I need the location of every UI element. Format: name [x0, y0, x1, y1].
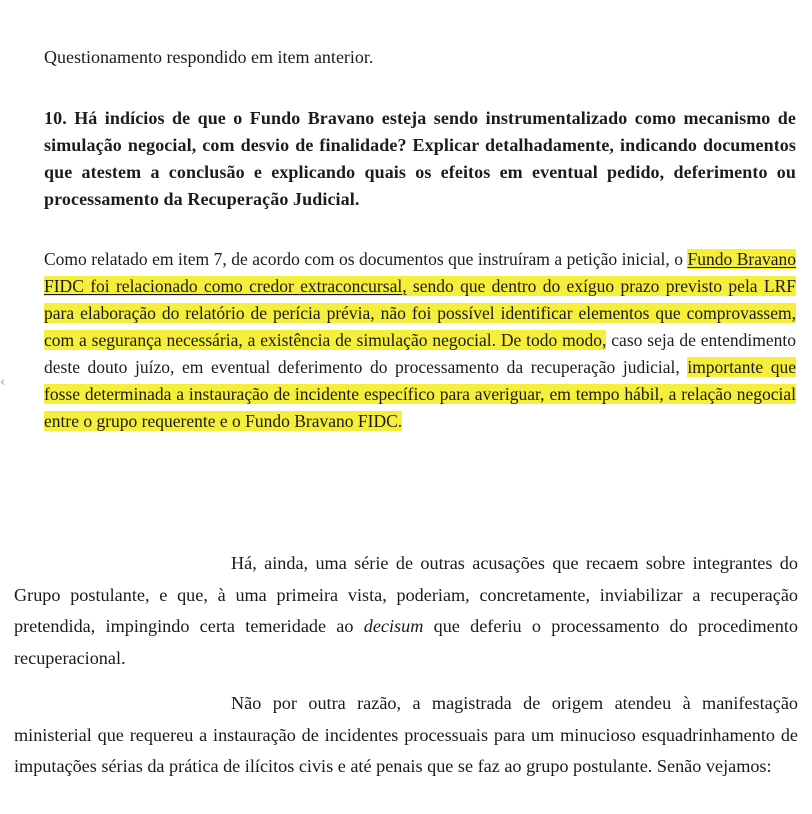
p1-italic-term: decisum: [363, 616, 424, 636]
answer-underlined-highlight: Fundo Bravano FIDC foi relacionado como credor extraconcursal,: [44, 249, 797, 296]
quoted-question-10: [44, 105, 796, 213]
p1-text-before: Há, ainda, uma série de outras acusações que recaem sobre integrantes do Grupo postulante, e que, à uma primeira vista, poderiam, concretamente, inviabilizar a recuperação pretendida, impingindo certa temeridade ao: [14, 553, 798, 636]
p2-text: Não por outra razão, a magistrada de origem atendeu à manifestação ministerial que requereu a instauração de incidentes processuais para um minucioso esquadrinhamento de imputações sérias da prática de ilícitos civis e até penais que se faz ao grupo postulante. Senão vejamos:: [14, 693, 798, 776]
answer-highlight-2: De todo modo,: [496, 330, 607, 350]
chevron-left-icon[interactable]: ‹: [0, 375, 6, 390]
body-paragraph-2: [14, 688, 798, 783]
quoted-intro-line: [44, 44, 796, 71]
intro-text: Questionamento respondido em item anterior.: [44, 47, 374, 67]
question-text: 10. Há indícios de que o Fundo Bravano esteja sendo instrumentalizado como mecanismo de simulação negocial, com desvio de finalidade? Explicar detalhadamente, indicando documentos que atestem a conclusão e explicando quais os efeitos em eventual pedido, deferimento ou processamento da Recuperação Judicial.: [44, 108, 796, 209]
p1-text-after: que deferiu o processamento do procedimento recuperacional.: [14, 616, 798, 668]
answer-highlight-3: importante que fosse determinada a instauração de incidente específico para averiguar, em tempo hábil, a relação negocial entre o grupo requerente e o Fundo Bravano FIDC.: [44, 357, 797, 431]
quoted-answer-paragraph: [44, 246, 796, 435]
answer-text-middle: caso seja de entendimento deste douto juízo, em eventual deferimento do processamento da recuperação judicial,: [44, 330, 796, 377]
answer-highlight-1: sendo que dentro do exíguo prazo previsto pela LRF para elaboração do relatório de perícia prévia, não foi possível identificar elementos que comprovassem, com a segurança necessária, a existência de simulação negocial.: [44, 276, 796, 350]
body-paragraph-1: [14, 548, 798, 674]
answer-text-start: Como relatado em item 7, de acordo com os documentos que instruíram a petição inicial, o: [44, 249, 688, 269]
